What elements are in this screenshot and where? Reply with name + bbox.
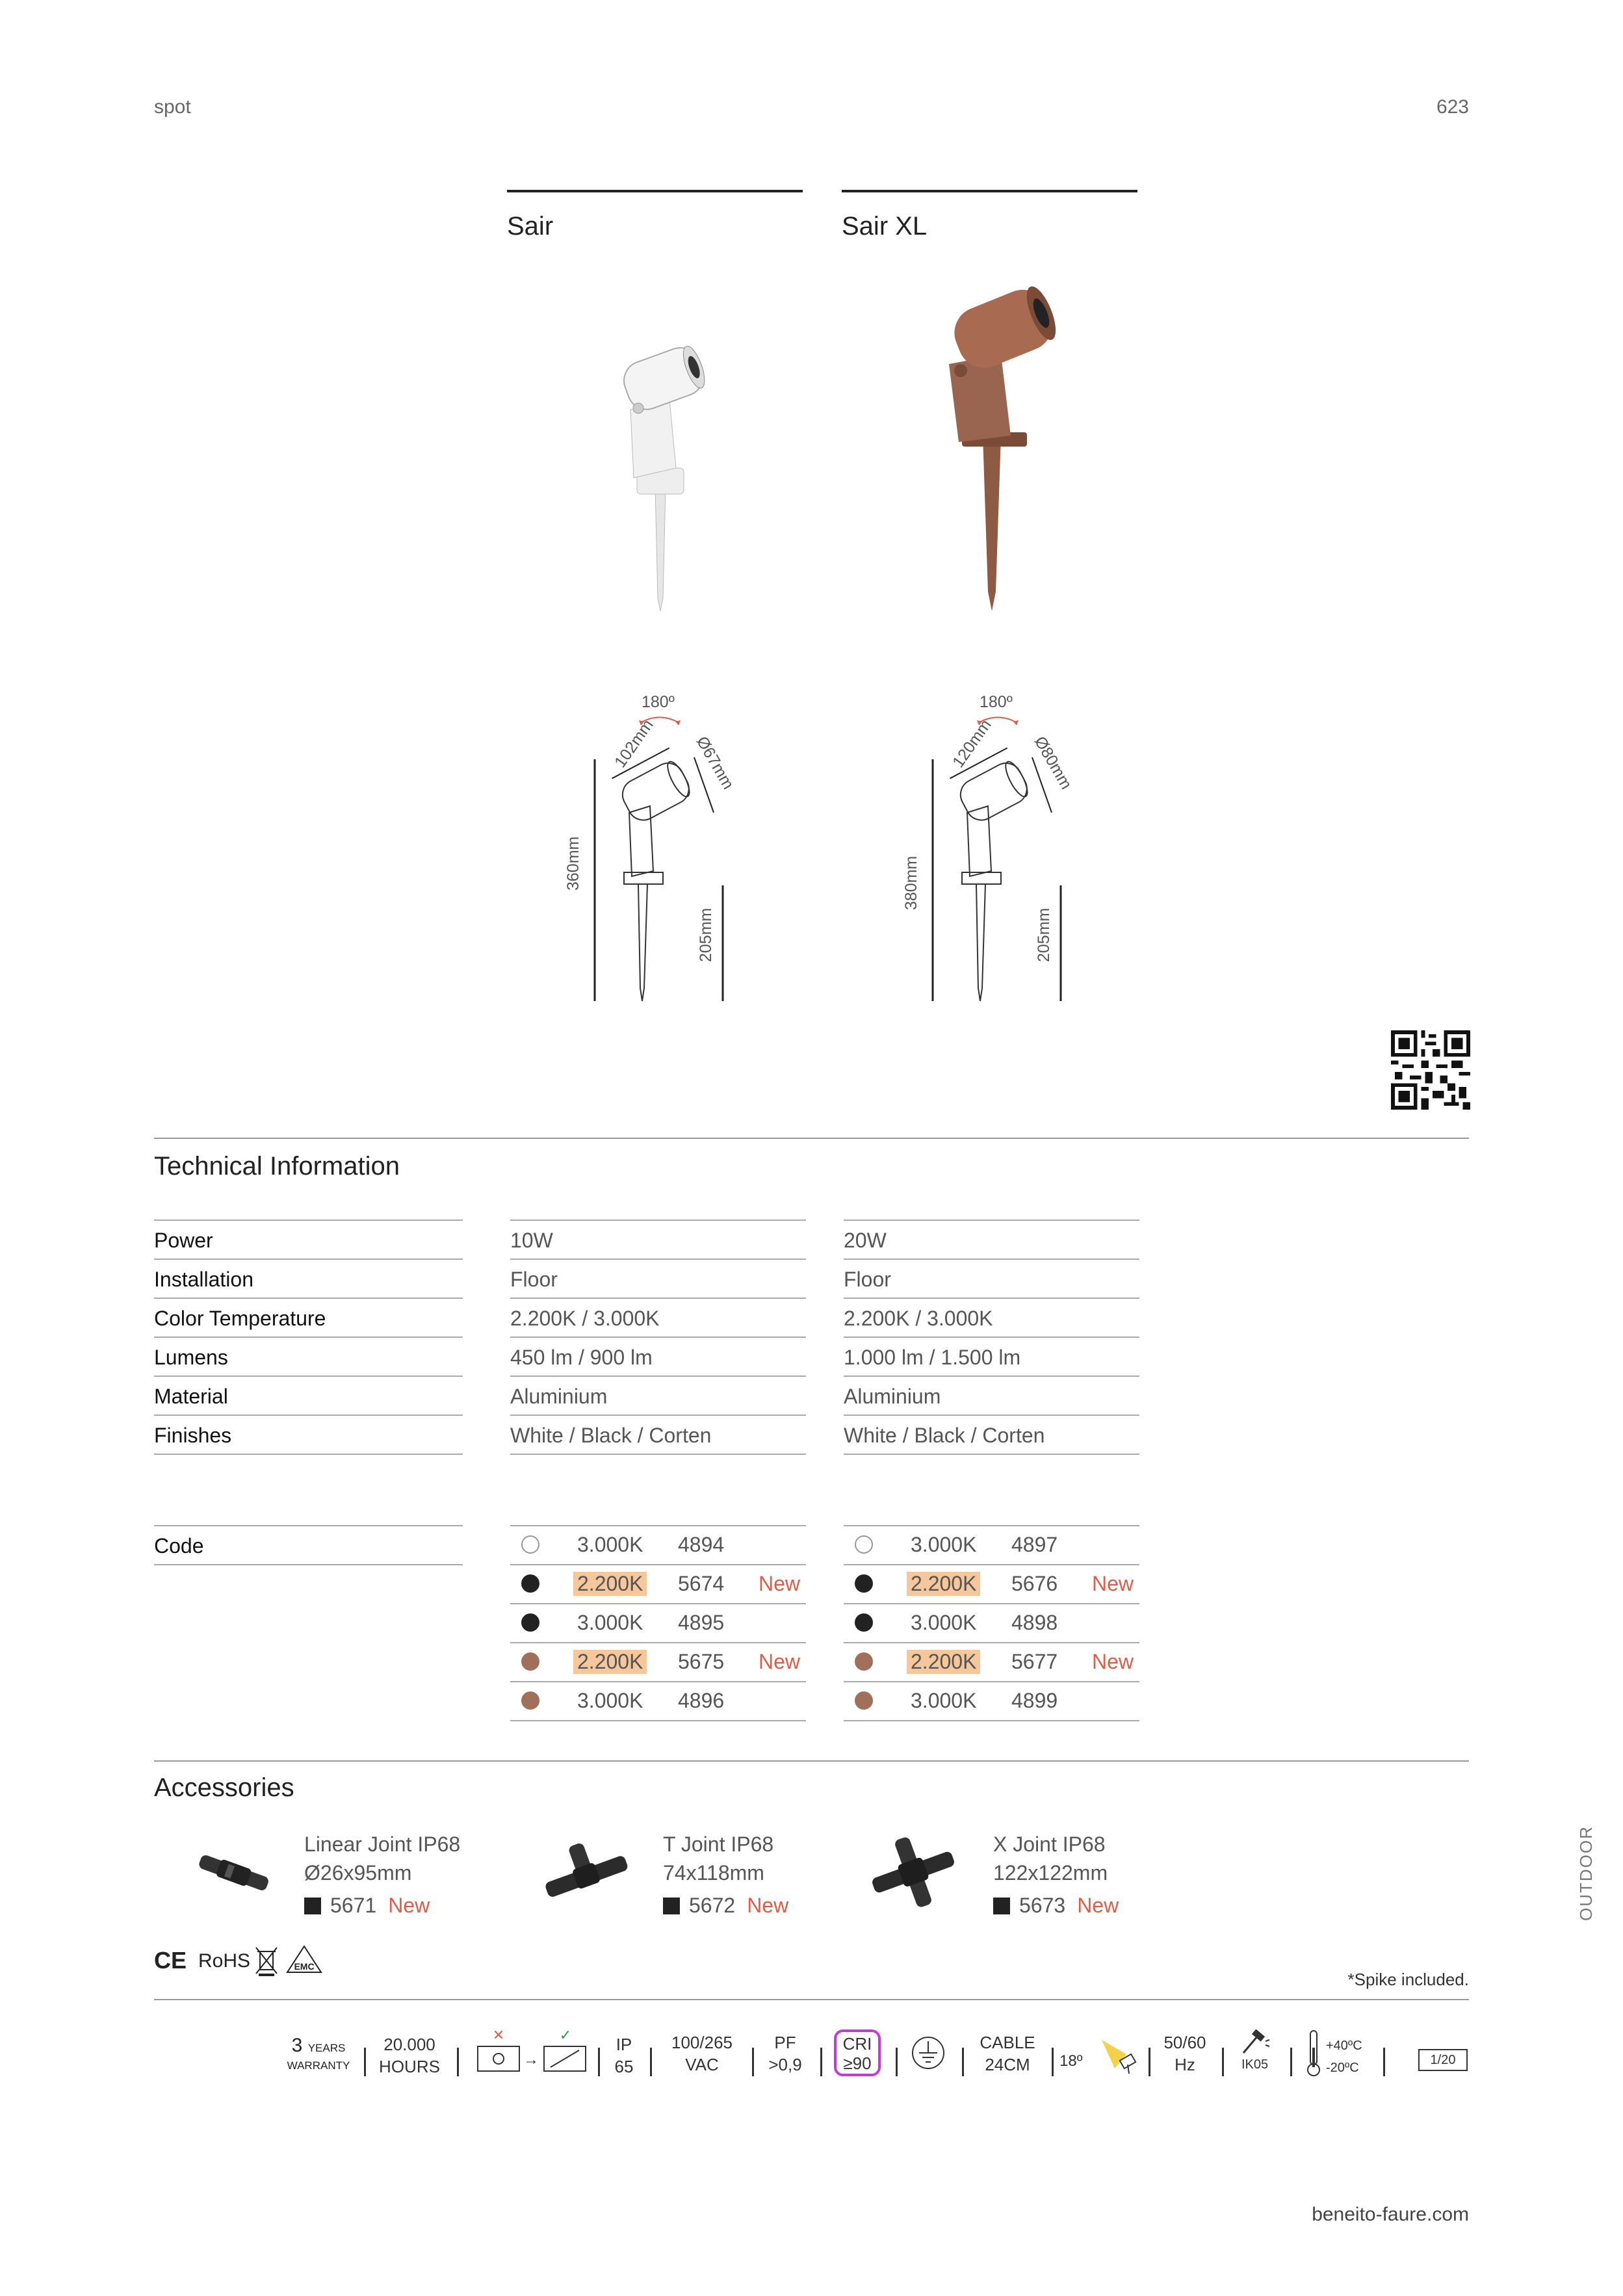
new-badge: New (759, 1650, 801, 1673)
height-label-2: 380mm (902, 855, 920, 910)
code-row-rule (844, 1564, 1139, 1565)
finish-black-swatch-icon (521, 1574, 539, 1593)
code-row-rule (510, 1720, 806, 1721)
finish-corten-swatch-icon (855, 1691, 873, 1710)
spec-row-rule (154, 1259, 463, 1260)
accessory-size-2: 74x118mm (663, 1861, 764, 1885)
spec-value-sair-xl: Aluminium (844, 1385, 941, 1408)
accessory-new-2: New (747, 1894, 789, 1917)
accessory-code-row-1 (304, 1894, 430, 1918)
linear-joint-image (195, 1849, 273, 1895)
page-number: 623 (1436, 96, 1469, 118)
pack-quantity-icon: 1/20 (1418, 2049, 1468, 2071)
weee-bin-icon (253, 1945, 279, 1977)
warranty-icon: 3 YEARS WARRANTY (287, 2035, 350, 2072)
spec-label: Material (154, 1385, 228, 1408)
spec-value-sair: White / Black / Corten (510, 1424, 712, 1447)
emc-mark-icon (286, 1945, 322, 1974)
product-code: 4895 (678, 1611, 725, 1634)
code-color-temp: 3.000K (911, 1689, 977, 1712)
spec-row-rule (844, 1376, 1139, 1377)
accessory-code-row-3 (993, 1894, 1119, 1918)
black-square-icon (993, 1898, 1010, 1914)
finish-corten-swatch-icon (521, 1691, 539, 1710)
spec-row-rule (154, 1337, 463, 1338)
product-code: 4899 (1011, 1689, 1058, 1712)
spec-row-rule (154, 1298, 463, 1299)
spec-row-rule (510, 1337, 806, 1338)
code-color-temp: 2.200K (907, 1650, 980, 1674)
thermometer-icon (1305, 2028, 1322, 2078)
code-color-temp: 3.000K (577, 1611, 643, 1634)
product-title-sair-xl: Sair XL (842, 212, 928, 241)
code-color-temp: 2.200K (907, 1572, 980, 1596)
accessory-code-3: 5673 (1019, 1894, 1066, 1917)
power-factor-icon: PF >0,9 (768, 2033, 802, 2074)
code-row-rule (844, 1720, 1139, 1721)
accessory-code-1: 5671 (330, 1894, 377, 1917)
code-color-temp: 3.000K (911, 1533, 977, 1556)
tech-title: Technical Information (154, 1152, 400, 1181)
code-label: Code (154, 1534, 204, 1558)
accessory-new-1: New (388, 1894, 430, 1917)
product-rule-1 (507, 190, 803, 192)
spec-value-sair-xl: 2.200K / 3.000K (844, 1307, 993, 1330)
accessory-name-3: X Joint IP68 (993, 1833, 1106, 1856)
svg-text:✓: ✓ (559, 2028, 572, 2043)
spec-label: Installation (154, 1268, 253, 1291)
spec-row-rule (154, 1454, 463, 1455)
beam-angle-icon (1095, 2035, 1141, 2075)
new-badge: New (1092, 1572, 1134, 1595)
spec-value-sair: Aluminium (510, 1385, 608, 1408)
code-label-rule-bottom (154, 1564, 463, 1565)
product-code: 4896 (678, 1689, 725, 1712)
voltage-icon: 100/265 VAC (671, 2033, 733, 2074)
spec-value-sair-xl: White / Black / Corten (844, 1424, 1045, 1447)
accessories-title: Accessories (154, 1773, 294, 1802)
new-badge: New (759, 1572, 801, 1595)
code-color-temp: 3.000K (911, 1611, 977, 1634)
diameter-label-1: Ø67mm (692, 733, 738, 792)
svg-text:✕: ✕ (492, 2028, 505, 2043)
new-badge: New (1092, 1650, 1134, 1673)
accessory-new-3: New (1077, 1894, 1119, 1917)
led-replaceable-icon (471, 2028, 588, 2075)
code-row-rule (844, 1603, 1139, 1604)
code-color-temp: 3.000K (577, 1689, 643, 1712)
rohs-mark: RoHS (198, 1950, 251, 1972)
website-link[interactable]: beneito-faure.com (1312, 2204, 1469, 2225)
accessory-name-1: Linear Joint IP68 (304, 1833, 461, 1856)
finish-corten-swatch-icon (521, 1652, 539, 1671)
spec-value-sair: Floor (510, 1268, 558, 1291)
product-rule-2 (842, 190, 1137, 192)
code-row-rule (844, 1642, 1139, 1643)
spec-value-sair-xl: 20W (844, 1229, 887, 1252)
product-title-sair: Sair (507, 212, 554, 241)
code-row-rule (510, 1525, 806, 1526)
spec-row-rule (154, 1220, 463, 1221)
product-code: 4894 (678, 1533, 725, 1556)
spec-label: Color Temperature (154, 1307, 326, 1330)
product-image-sair (598, 338, 728, 618)
accessory-size-1: Ø26x95mm (304, 1861, 412, 1885)
ip-rating-icon: IP 65 (614, 2035, 634, 2076)
t-joint-image (539, 1840, 630, 1905)
spec-value-sair: 2.200K / 3.000K (510, 1307, 660, 1330)
dimension-drawing-sair-xl (910, 683, 1105, 1008)
svg-text:→: → (523, 2051, 539, 2068)
earth-ground-icon (910, 2035, 946, 2071)
code-row-rule (844, 1525, 1139, 1526)
qr-code-icon[interactable] (1391, 1030, 1470, 1110)
code-color-temp: 2.200K (573, 1650, 647, 1674)
code-label-rule-top (154, 1525, 463, 1526)
finish-white-swatch-icon (855, 1535, 873, 1554)
head-length-label-1: 102mm (611, 716, 657, 772)
spec-label: Lumens (154, 1346, 228, 1369)
spec-row-rule (844, 1259, 1139, 1260)
code-color-temp: 3.000K (577, 1533, 643, 1556)
product-code: 5677 (1011, 1650, 1058, 1673)
code-row-rule (510, 1681, 806, 1682)
product-code: 5676 (1011, 1572, 1058, 1595)
finish-black-swatch-icon (855, 1613, 873, 1632)
product-code: 5675 (678, 1650, 725, 1673)
spec-row-rule (844, 1220, 1139, 1221)
spec-row-rule (510, 1415, 806, 1416)
spec-value-sair-xl: Floor (844, 1268, 891, 1291)
rotation-label-1: 180º (642, 693, 675, 711)
spec-row-rule (154, 1415, 463, 1416)
side-label-outdoor: OUTDOOR (1576, 1825, 1596, 1921)
spec-row-rule (154, 1376, 463, 1377)
spec-value-sair-xl: 1.000 lm / 1.500 lm (844, 1346, 1021, 1369)
accessory-size-3: 122x122mm (993, 1861, 1108, 1885)
finish-corten-swatch-icon (855, 1652, 873, 1671)
code-row-rule (510, 1603, 806, 1604)
accessory-code-row-2 (663, 1894, 788, 1918)
spec-row-rule (510, 1298, 806, 1299)
spec-row-rule (510, 1259, 806, 1260)
cri-icon: CRI ≥90 (834, 2029, 881, 2076)
finish-black-swatch-icon (855, 1574, 873, 1593)
spec-row-rule (844, 1298, 1139, 1299)
spec-label: Finishes (154, 1424, 232, 1447)
impact-hammer-icon (1238, 2029, 1271, 2055)
code-color-temp: 2.200K (573, 1572, 647, 1596)
x-joint-image (868, 1833, 959, 1911)
icons-rule (154, 1999, 1469, 2000)
finish-white-swatch-icon (521, 1535, 539, 1554)
spec-value-sair: 10W (510, 1229, 553, 1252)
cable-length-icon: CABLE 24CM (980, 2033, 1035, 2074)
spec-row-rule (510, 1220, 806, 1221)
product-code: 4898 (1011, 1611, 1058, 1634)
product-image-sair-xl (923, 286, 1072, 624)
spec-row-rule (510, 1376, 806, 1377)
code-row-rule (844, 1681, 1139, 1682)
rotation-label-2: 180º (980, 693, 1013, 711)
beam-angle-label: 18º (1059, 2052, 1083, 2070)
code-row-rule (510, 1642, 806, 1643)
spike-label-2: 205mm (1035, 907, 1053, 962)
spec-label: Power (154, 1229, 213, 1252)
section-label: spot (154, 96, 191, 118)
height-label-1: 360mm (564, 836, 582, 891)
black-square-icon (304, 1898, 321, 1914)
product-code: 5674 (678, 1572, 725, 1595)
tech-section-rule (154, 1138, 1469, 1139)
spec-row-rule (510, 1454, 806, 1455)
head-length-label-2: 120mm (949, 716, 995, 772)
spec-row-rule (844, 1415, 1139, 1416)
dimension-drawing-sair (572, 683, 767, 1008)
code-row-rule (510, 1564, 806, 1565)
ik-rating: IK05 (1241, 2057, 1269, 2072)
temperature-range: +40ºC -20ºC (1326, 2039, 1362, 2075)
diameter-label-2: Ø80mm (1030, 733, 1076, 792)
finish-black-swatch-icon (521, 1613, 539, 1632)
accessory-code-2: 5672 (689, 1894, 736, 1917)
spec-row-rule (844, 1454, 1139, 1455)
accessory-name-2: T Joint IP68 (663, 1833, 774, 1856)
frequency-icon: 50/60 Hz (1163, 2033, 1206, 2074)
product-code: 4897 (1011, 1533, 1058, 1556)
svg-text:EMC: EMC (294, 1961, 315, 1972)
hours-icon: 20.000 HOURS (379, 2035, 440, 2076)
spec-value-sair: 450 lm / 900 lm (510, 1346, 653, 1369)
ce-mark-icon: CE (154, 1947, 187, 1974)
spike-note: *Spike included. (1347, 1970, 1469, 1989)
accessories-rule (154, 1760, 1469, 1762)
black-square-icon (663, 1898, 680, 1914)
spike-label-1: 205mm (697, 907, 715, 962)
spec-row-rule (844, 1337, 1139, 1338)
